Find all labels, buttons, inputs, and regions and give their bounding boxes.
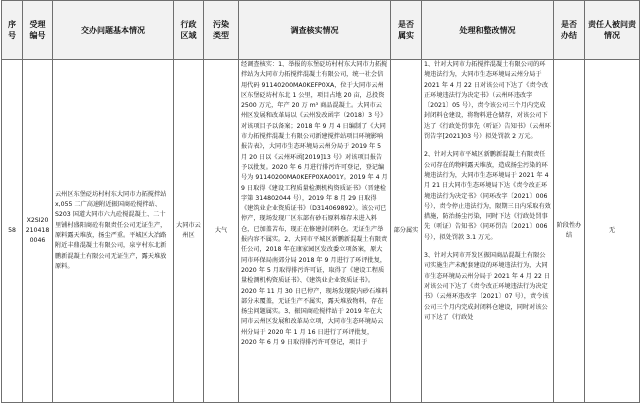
cell-investigation (239, 60, 391, 403)
header-investigation: 调查核实情况 (239, 1, 391, 60)
header-region: 行政 区域 (174, 1, 204, 60)
cell-pollution-type: 大气 (204, 60, 239, 403)
header-seq: 序 号 (2, 1, 23, 60)
table-row (2, 60, 640, 403)
header-row (2, 1, 640, 60)
cell-verified: 部分属实 (391, 60, 422, 403)
handling-item-2: 2、针对大同市平城区新鹏新混凝土有限责任公司存在的物料露天堆放，造成扬尘污染的环境违法行为，大同市生态环境局于 2021 年 4 月 21 日大同市生态环境局下达《责令改正环境违法行为决定书》（同环改字〔2021〕006 号），责令停止违法行为，限期三日内采取有效措施，防治扬尘污染，同时下达《行政处罚事先（听证）告知书》（同环罚告〔2021〕006 号），拟处罚款 3.1 万元。 (424, 151, 551, 241)
handling-text (424, 60, 551, 402)
header-issue: 交办问题基本情况 (53, 1, 174, 60)
header-accountability: 责任人被问责 情况 (585, 1, 640, 60)
cell-seq: 58 (2, 60, 23, 403)
cell-handling (422, 60, 554, 403)
handling-item-3: 3、针对大同市开发区振国商品混凝土有限公司实施生产未配套建设的环境违法行为，大同市生态环境局云州分局于 2021 年 4 月 22 日对该公司下达了《责令改正环境违法行为决定书》（云州环违改字〔2021〕07 号），责令该公司三个月内完成封闭料仓建设，同时对该公司下达了《行政处 (424, 252, 550, 321)
cell-accountability: 无 (585, 60, 640, 403)
header-pollution-type: 污染 类型 (204, 1, 239, 60)
complaint-handling-table (1, 0, 640, 403)
cell-case-no: X2SI202104180046 (23, 60, 53, 403)
header-case-no: 受理 编号 (23, 1, 53, 60)
cell-region: 大同市云州区 (174, 60, 204, 403)
cell-closed: 阶段性办结 (554, 60, 585, 403)
header-handling: 处理和整改情况 (422, 1, 554, 60)
header-verified: 是否 属实 (391, 1, 422, 60)
header-closed: 是否 办结 (554, 1, 585, 60)
cell-issue: 云州区东堡砭坊村村东大同市力拓搅拌站x,055 二广高速附近振国商砼搅拌站、S203 国道大同市六九砼搅混凝土、二十里铺村盛阳商砼有限责任公司无证生产，原料露天堆放，扬尘严重。平城区大冶路附近丰鼎混凝土有限公司，泉亨村东北新鹏新混凝土有限公司无证生产，露天堆放原料。 (53, 60, 174, 403)
handling-item-1: 1、针对大同市力拓搅拌混凝土有限公司的环境违法行为，大同市生态环境局云州分局于 2021 年 4 月 22 日对该公司下达了《责令改正环境违法行为决定书》（云州环违改字〔2021〕05 号），责令该公司三个月内完成封闭料仓建设，将物料进仓储存，对该公司下达了《行政处罚事先（听证）告知书》（云州环罚告字[2021]03 号）拟处罚款 2 万元。 (424, 61, 551, 141)
investigation-text: 经调查核实：1、举报的东堡砭坊村村东大同市力拓搅拌站为大同市力拓搅拌混凝土有限公司，统一社会信用代码 91140200MA0KEFP0XA，位于大同市云州区东堡砭坊村东北 1 公里，项目占地 20 亩，总投资 2500 万元，年产 20 万 m³ 商品混凝土。大同市云州区发展和改革局以《云州发改函字（2018）3 号》对该项目予以备案；2018 年 9 月 4 日编制了《大同市力拓搅拌混凝土有限公司新建搅拌站项目环境影响报告表》，大同市生态环境局云州分局于 2019 年 5 月 20 日以《云州环函[2019]13 号》对该项目报告予以批复。2020 年 6 月进行排污许可登记，登记编号为 91140200MA0KEFP0XA001Y。2019 年 4 月 9 日取得《建设工程质量检测机构资质证书》（晋建检字第 314802044 号），2019 年 8 月 29 日取得《建筑业企业资质证书》（D314069892）。该公司已停产，现场发现厂区东部有砂石原料堆存未进入料仓，已加盖苫布，现正在修建封闭料仓。无证生产举报内容不属实。2、大同市平城区新鹏新混凝土有限责任公司，2018 年在康家园区发改委立项备案，原大同市环保局南郊分局 2018 年 9 月进行了环评批复，2020 年 5 月取得排污许可证，取得了《建设工程质量检测机构资质证书》、《建筑业企业资质证书》。2020 年 11 月 30 日已停产，现场发现院内砂石堆料部分未覆盖，无证生产不属实，露天堆放物料，存在扬尘问题属实。3、振国商砼搅拌站于 2019 年在大同市云州区发展和改革局立项，大同市生态环境局云州分局于 2020 年 1 月 16 日进行了环评批复，2020 年 6 月 9 日取得排污许可登记，项目于 (241, 61, 388, 347)
